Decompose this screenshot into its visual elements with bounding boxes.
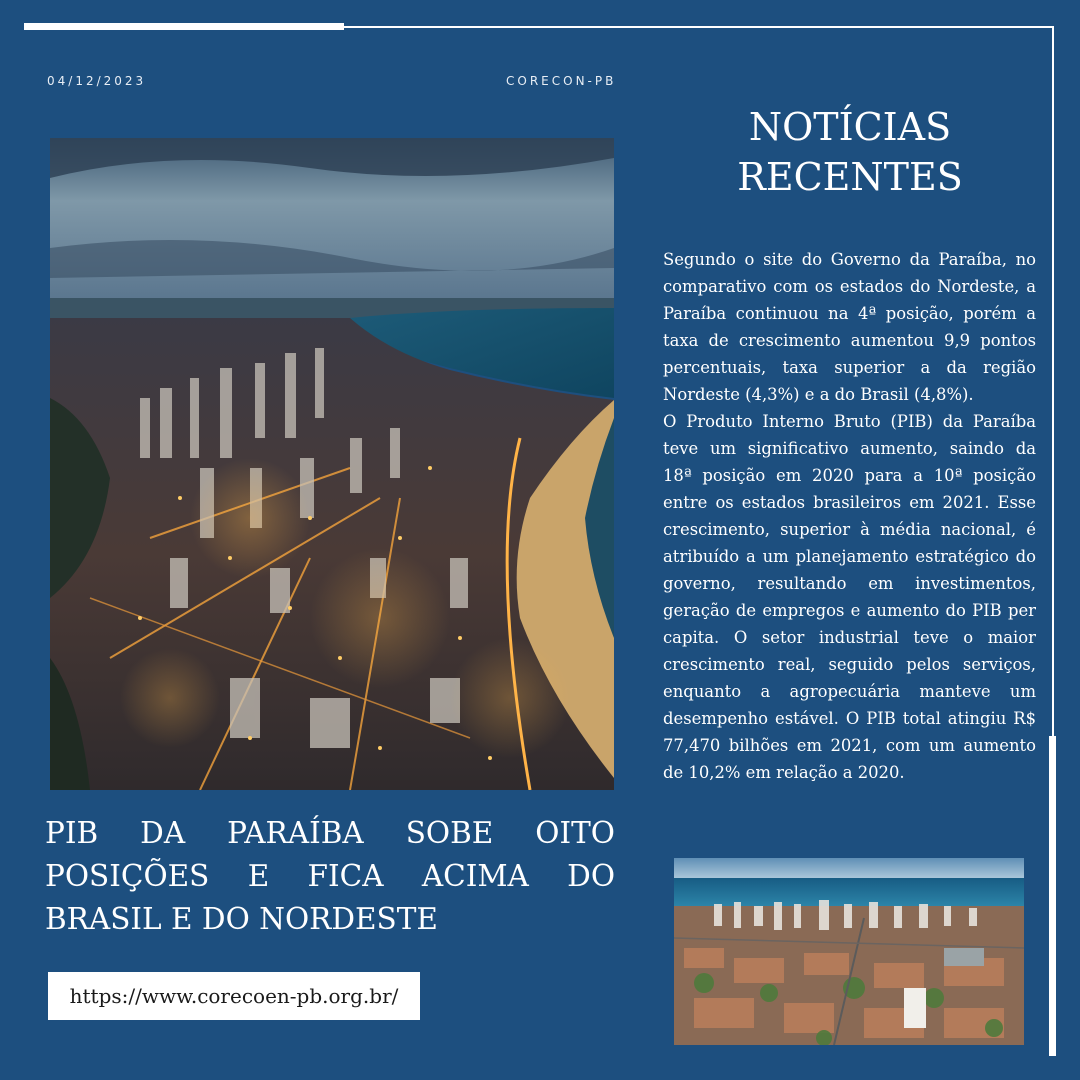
headline-line-3: BRASIL E DO NORDESTE	[45, 902, 438, 936]
website-link[interactable]: https://www.corecoen-pb.org.br/	[48, 972, 420, 1020]
frame-top-thick-line	[24, 23, 344, 30]
frame-right-thin-line	[1052, 26, 1054, 736]
article-paragraph-1: Segundo o site do Governo da Paraíba, no comparativo com os estados do Nordeste, a Paraíba continuou na 4ª posição, porém a taxa de crescimento aumentou 9,9 pontos percentuais, taxa superior a da região Nordeste (4,3%) e a do Brasil (4,8%).	[663, 250, 1036, 404]
post-date: 04/12/2023	[47, 74, 147, 88]
city-day-aerial-photo	[674, 858, 1024, 1045]
frame-right-thick-line	[1049, 736, 1056, 1056]
article-paragraph-2: O Produto Interno Bruto (PIB) da Paraíba teve um significativo aumento, saindo da 18ª posição em 2020 para a 10ª posição entre os estados brasileiros em 2021. Esse crescimento, superior à média nacional, é atribuído a um planejamento estratégico do governo, resultando em investimentos, geração de empregos e aumento do PIB per capita. O setor industrial teve o maior crescimento real, seguido pelos serviços, enquanto a agropecuária manteve um desempenho estável. O PIB total atingiu R$ 77,470 bilhões em 2021, com um aumento de 10,2% em relação a 2020.	[663, 412, 1036, 782]
headline-line-1: PIB DA PARAÍBA SOBE OITO	[45, 816, 615, 850]
section-title-line-1: NOTÍCIAS	[748, 105, 952, 149]
headline	[45, 812, 615, 941]
article-body	[663, 246, 1036, 786]
section-title-line-2: RECENTES	[737, 155, 963, 199]
frame-top-thin-line	[344, 26, 1054, 28]
organization-name: CORECON-PB	[506, 74, 617, 88]
city-night-aerial-photo	[50, 138, 614, 790]
headline-line-2: POSIÇÕES E FICA ACIMA DO	[45, 859, 615, 893]
section-title	[700, 102, 1000, 202]
